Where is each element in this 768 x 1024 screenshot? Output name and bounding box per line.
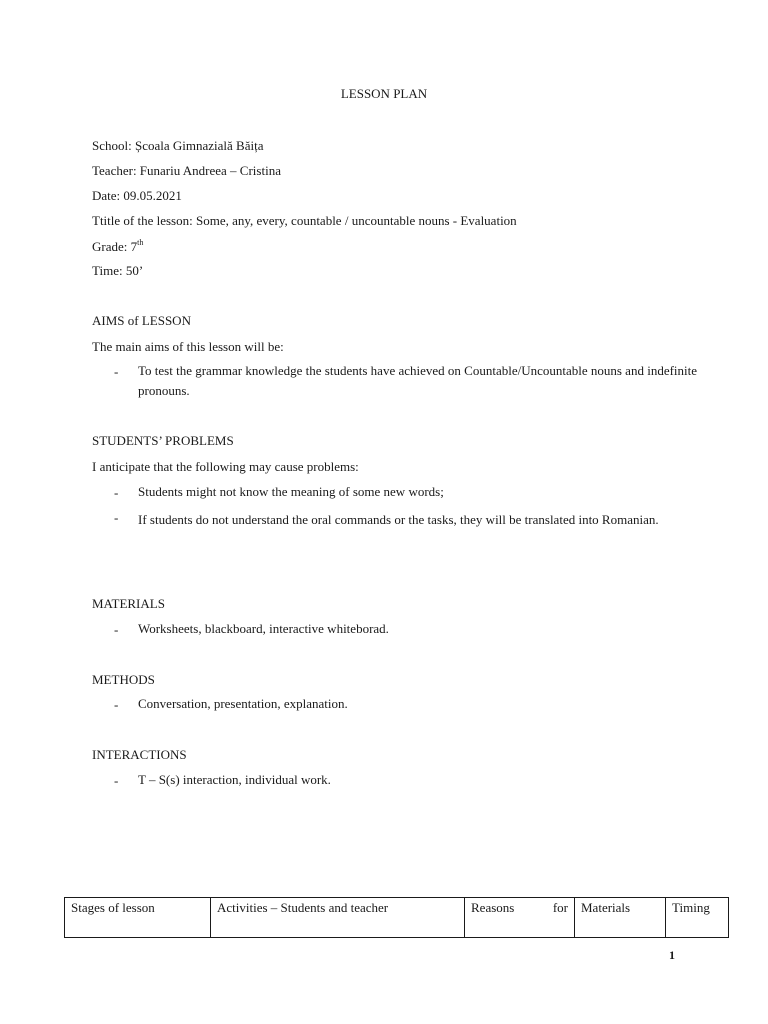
table-header-cell [465, 898, 575, 938]
methods-heading: METHODS [92, 672, 155, 687]
aims-intro: The main aims of this lesson will be: [92, 339, 284, 354]
table-header-cell: Activities – Students and teacher [211, 898, 465, 938]
grade-superscript: th [137, 238, 144, 247]
list-bullet: - [114, 697, 119, 712]
interactions-heading: INTERACTIONS [92, 747, 187, 762]
list-bullet: - [114, 773, 119, 788]
materials-item: Worksheets, blackboard, interactive whiteborad. [138, 621, 389, 636]
list-bullet: - [114, 510, 119, 525]
methods-item: Conversation, presentation, explanation. [138, 696, 348, 711]
page-number: 1 [669, 948, 675, 962]
table-header-cell: Materials [575, 898, 666, 938]
school-line: School: Școala Gimnazială Băița [92, 138, 264, 153]
grade-line [92, 238, 143, 255]
grade-text: Grade: 7 [92, 239, 138, 254]
list-bullet: - [114, 485, 119, 500]
time-line: Time: 50’ [92, 263, 144, 278]
lesson-stages-table [64, 897, 729, 938]
table-header-cell: Timing [666, 898, 729, 938]
teacher-line: Teacher: Funariu Andreea – Cristina [92, 163, 281, 178]
problems-heading: STUDENTS’ PROBLEMS [92, 433, 234, 448]
document-title: LESSON PLAN [340, 86, 428, 101]
materials-heading: MATERIALS [92, 596, 165, 611]
aims-heading: AIMS of LESSON [92, 313, 191, 328]
list-bullet: - [114, 364, 119, 379]
problems-item: If students do not understand the oral commands or the tasks, they will be translated into Romanian. [138, 512, 659, 527]
list-bullet: - [114, 622, 119, 637]
table-header-cell: Stages of lesson [65, 898, 211, 938]
date-line: Date: 09.05.2021 [92, 188, 182, 203]
reasons-word: Reasons [471, 900, 515, 915]
problems-item: Students might not know the meaning of some new words; [138, 484, 444, 499]
interactions-item: T – S(s) interaction, individual work. [138, 772, 331, 787]
problems-intro: I anticipate that the following may cause problems: [92, 459, 359, 474]
table-header-row [65, 898, 729, 938]
aims-item: To test the grammar knowledge the students have achieved on Countable/Uncountable nouns and indefinite pronouns. [138, 363, 698, 398]
for-word: for [552, 900, 568, 915]
lesson-title-line: Ttitle of the lesson: Some, any, every, countable / uncountable nouns - Evaluation [92, 213, 517, 228]
